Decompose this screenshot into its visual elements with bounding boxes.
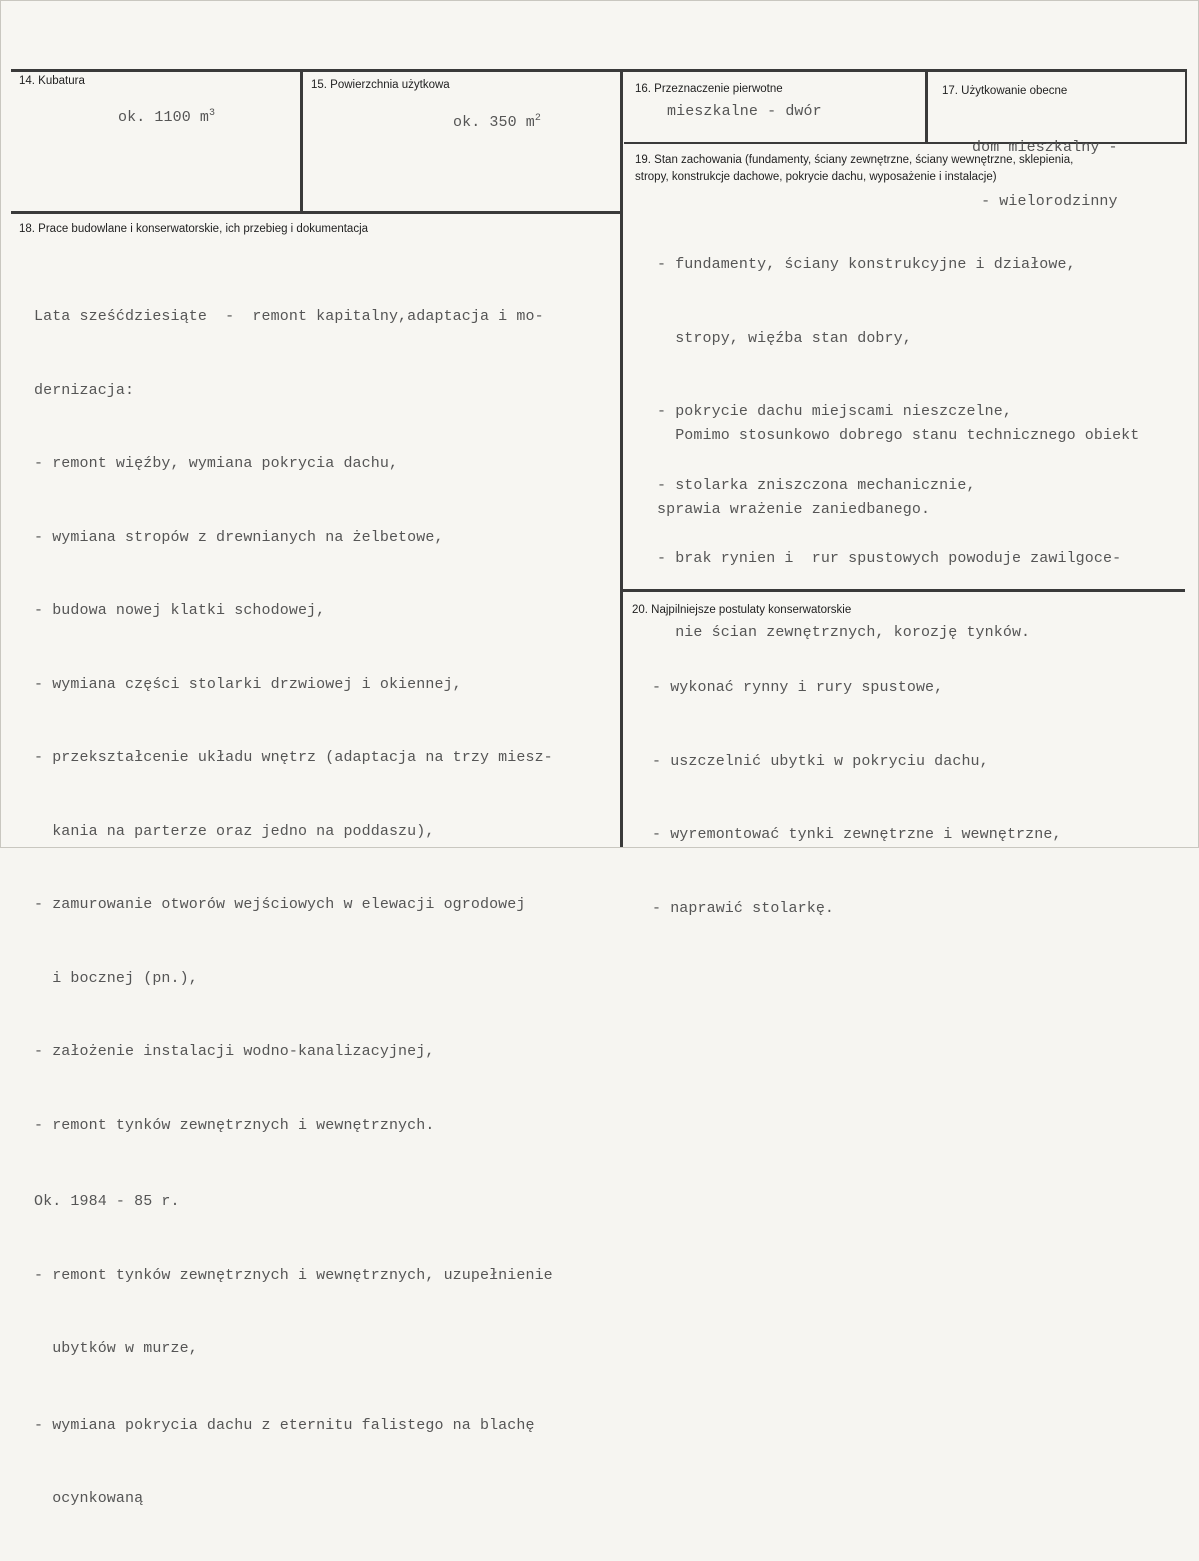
prace-line: Ok. 1984 - 85 r. — [34, 1193, 180, 1210]
prace-line: ocynkowaną — [34, 1490, 144, 1507]
przeznaczenie-label: 16. Przeznaczenie pierwotne — [635, 83, 783, 95]
stan-line: - pokrycie dachu miejscami nieszczelne, — [657, 403, 1012, 420]
kubatura-value: ok. 1100 $m^3$ — [118, 108, 216, 126]
stan-label: 19. Stan zachowania (fundamenty, ściany zewnętrzne, ściany wewnętrzne, sklepienia, stropy, konstrukcje dachowe, pokrycie dachu, wyposażenie i instalacje) — [635, 154, 1074, 183]
prace-line: - wymiana pokrycia dachu z eternitu falistego na blachę — [34, 1416, 535, 1434]
prace-text — [34, 256, 553, 1561]
postulaty-line: - wyremontować tynki zewnętrzne i wewnętrzne, — [652, 826, 1062, 843]
row-rule-left — [11, 211, 622, 214]
top-rule — [11, 69, 1187, 72]
prace-line: - remont tynków zewnętrznych i wewnętrznych, uzupełnienie — [34, 1266, 553, 1284]
stan-line: stropy, więźba stan dobry, — [657, 329, 912, 347]
postulaty-label: 20. Najpilniejsze postulaty konserwatorskie — [632, 604, 852, 616]
postulaty-text — [652, 627, 1062, 970]
stan-line: - brak rynien i rur spustowych powoduje zawilgoce- — [657, 550, 1122, 567]
stan-summary: Pomimo stosunkowo dobrego stanu technicznego obiekt sprawia wrażenie zaniedbanego. — [657, 427, 1140, 518]
prace-line: - zamurowanie otworów wejściowych w elewacji ogrodowej — [34, 896, 526, 913]
postulaty-line: - uszczelnić ubytki w pokryciu dachu, — [652, 752, 989, 770]
prace-label: 18. Prace budowlane i konserwatorskie, ich przebieg i dokumentacja — [19, 223, 369, 235]
divider-16-17 — [925, 69, 928, 144]
prace-line: ubytków w murze, — [34, 1340, 198, 1357]
prace-line: Lata sześćdziesiąte - remont kapitalny,adaptacja i mo- — [34, 308, 544, 325]
powierzchnia-value: ok. 350 $m^2$ — [453, 113, 542, 131]
przeznaczenie-value: mieszkalne - dwór — [667, 103, 822, 120]
prace-line: i bocznej (pn.), — [34, 969, 198, 987]
prace-line: dernizacja: — [34, 381, 135, 399]
prace-line: - remont tynków zewnętrznych i wewnętrznych. — [34, 1116, 435, 1134]
uzytkowanie-label: 17. Użytkowanie obecne — [942, 85, 1068, 97]
postulaty-line: - wykonać rynny i rury spustowe, — [652, 679, 944, 696]
prace-line: - przekształcenie układu wnętrz (adaptacja na trzy miesz- — [34, 749, 553, 766]
prace-line: - budowa nowej klatki schodowej, — [34, 602, 326, 619]
postulaty-line: - naprawić stolarkę. — [652, 899, 835, 917]
prace-line: - wymiana stropów z drewnianych na żelbetowe, — [34, 528, 444, 546]
prace-line: - założenie instalacji wodno-kanalizacyjnej, — [34, 1043, 435, 1060]
divider-15-16 — [620, 69, 623, 847]
powierzchnia-label: 15. Powierzchnia użytkowa — [311, 79, 450, 91]
right-edge-rule — [1185, 69, 1187, 144]
stan-line: - fundamenty, ściany konstrukcyjne i działowe, — [657, 256, 1076, 273]
kubatura-label: 14. Kubatura — [19, 75, 85, 87]
prace-line: - wymiana części stolarki drzwiowej i okiennej, — [34, 675, 462, 693]
prace-line: - remont więźby, wymiana pokrycia dachu, — [34, 455, 399, 472]
stan-line: nie ścian zewnętrznych, korozję tynków. — [657, 623, 1031, 641]
divider-14-15 — [300, 69, 303, 213]
uzytkowanie-value: dom mieszkalny - - wielorodzinny — [972, 139, 1118, 210]
stan-line: - stolarka zniszczona mechanicznie, — [657, 476, 976, 494]
prace-line: kania na parterze oraz jedno na poddaszu), — [34, 822, 435, 840]
